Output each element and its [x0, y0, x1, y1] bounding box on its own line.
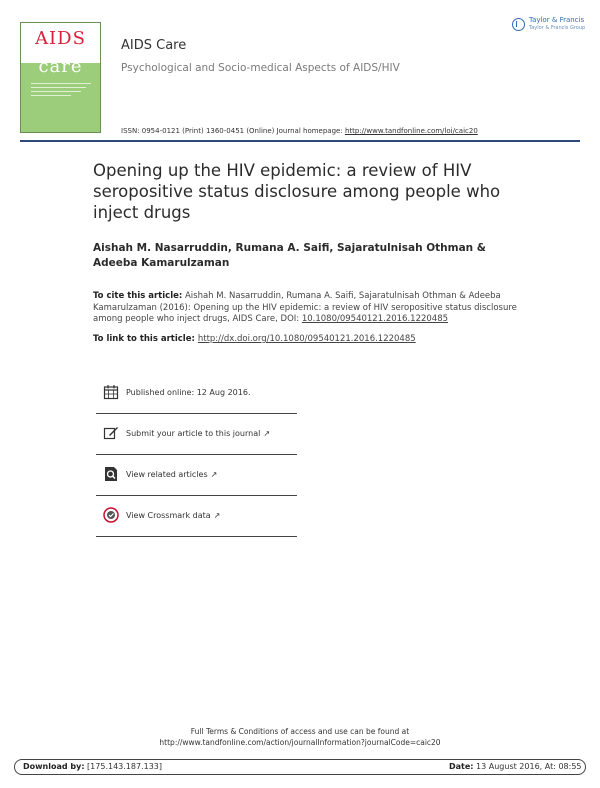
submit-article-row[interactable]	[96, 414, 297, 452]
download-date	[449, 762, 582, 771]
citation-label: To cite this article:	[93, 291, 183, 301]
download-by-value: [175.143.187.133]	[84, 762, 163, 771]
crossmark-link[interactable]: View Crossmark data	[126, 510, 211, 520]
download-by-label: Download by:	[23, 762, 85, 771]
issn-line	[121, 127, 478, 135]
issn-text: ISSN: 0954-0121 (Print) 1360-0451 (Online) Journal homepage:	[121, 127, 345, 135]
edit-icon	[102, 424, 120, 442]
citation-block	[93, 291, 523, 326]
download-by	[23, 762, 162, 771]
journal-homepage-link[interactable]: http://www.tandfonline.com/loi/caic20	[344, 127, 478, 135]
citation-text: Aishah M. Nasarruddin, Rumana A. Saifi, Sajaratulnisah Othman & Adeeba Kamarulzaman (2016): Opening up the HIV epidemic: a review of HIV seropositive status disclosure among people who inject drugs, AIDS Care, DOI:	[93, 291, 517, 324]
terms-text: Full Terms & Conditions of access and use can be found at	[190, 727, 410, 736]
article-title: Opening up the HIV epidemic: a review of HIV seropositive status disclosure among people who inject drugs	[93, 161, 501, 222]
submit-article-link[interactable]: Submit your article to this journal	[126, 428, 261, 438]
article-authors: Aishah M. Nasarruddin, Rumana A. Saifi, Sajaratulnisah Othman & Adeeba Kamarulzaman	[93, 242, 486, 269]
external-link-icon: ↗	[213, 510, 221, 520]
publisher-tagline: Taylor & Francis Group	[529, 25, 586, 31]
download-info-bar	[14, 759, 586, 775]
download-date-label: Date:	[449, 762, 474, 771]
article-link[interactable]: http://dx.doi.org/10.1080/09540121.2016.1220485	[197, 334, 416, 344]
link-label: To link to this article:	[93, 334, 198, 344]
header-divider	[20, 140, 580, 142]
related-articles-link[interactable]: View related articles	[126, 469, 208, 479]
download-date-value: 13 August 2016, At: 08:55	[473, 762, 582, 771]
related-articles-row[interactable]	[96, 455, 297, 493]
search-document-icon	[102, 465, 120, 483]
journal-cover-image	[20, 22, 101, 133]
cover-title-aids: AIDS	[35, 28, 86, 49]
journal-subtitle: Psychological and Socio-medical Aspects of AIDS/HIV	[121, 62, 400, 74]
doi-link[interactable]: 10.1080/09540121.2016.1220485	[301, 314, 449, 324]
external-link-icon: ↗	[210, 469, 218, 479]
crossmark-icon	[102, 506, 120, 524]
external-link-icon: ↗	[263, 428, 271, 438]
terms-footer	[0, 726, 600, 748]
publisher-name: Taylor & Francis	[529, 16, 585, 24]
published-online-text: Published online: 12 Aug 2016.	[126, 387, 251, 397]
publisher-logo-icon	[512, 18, 525, 31]
cover-title-care: care	[38, 56, 83, 77]
link-to-article	[93, 334, 523, 344]
terms-link[interactable]: http://www.tandfonline.com/action/journalInformation?journalCode=caic20	[159, 738, 441, 747]
divider	[96, 536, 297, 537]
publisher-logo[interactable]	[512, 16, 585, 32]
calendar-icon	[102, 383, 120, 401]
crossmark-row[interactable]	[96, 496, 297, 534]
journal-title: AIDS Care	[121, 38, 187, 53]
published-online-row	[96, 373, 297, 411]
